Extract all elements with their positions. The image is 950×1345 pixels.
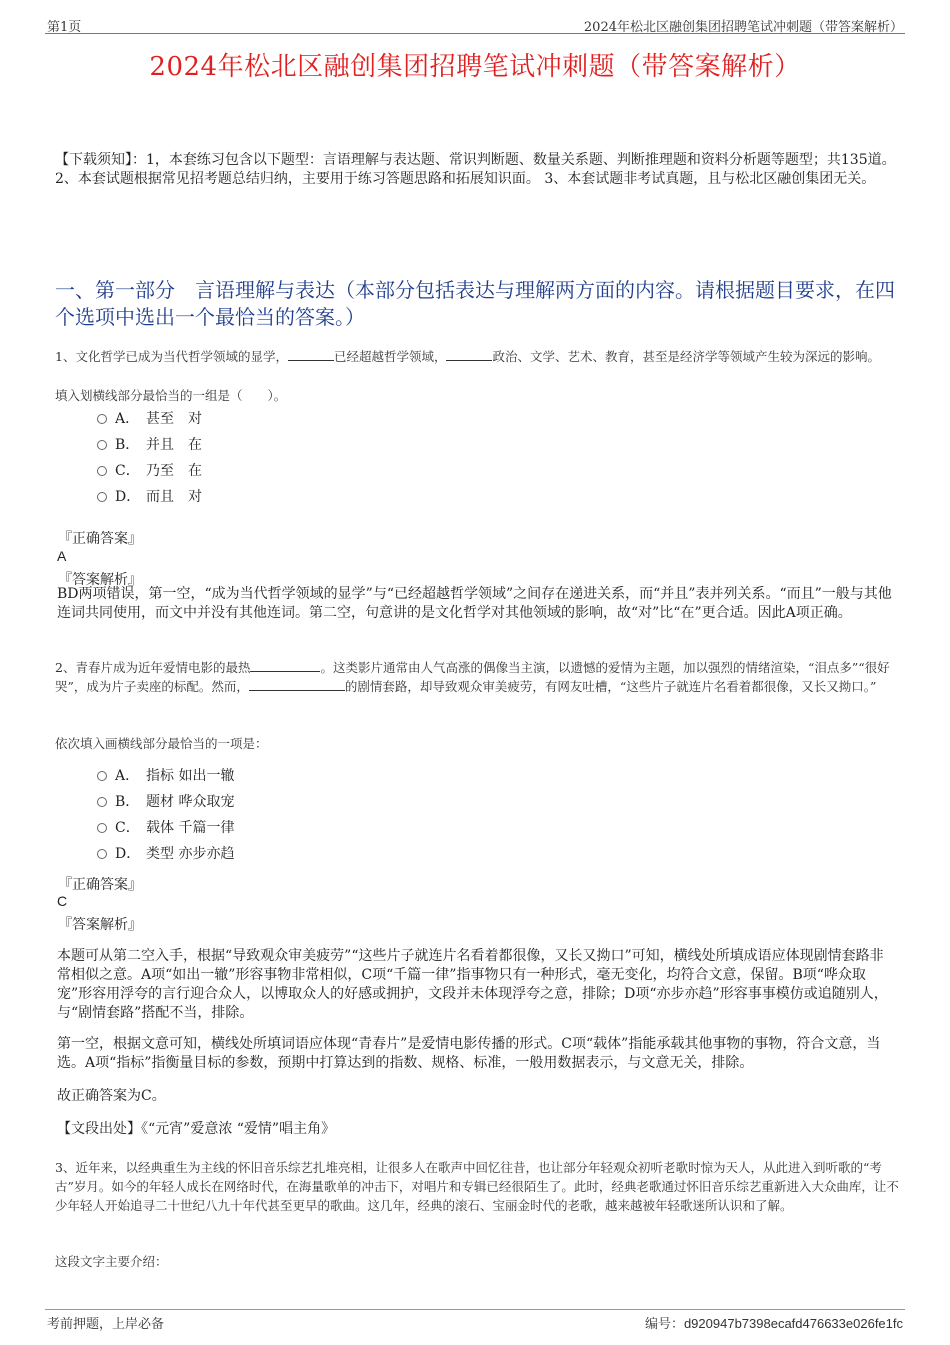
q2-analysis-paragraph-1: 本题可从第二空入手，根据“导致观众审美疲劳”“这些片子就连片名看着都很像，又长又拗口”可知，横线处所填成语应体现剧情套路非常相似之意。A项“如出一辙”形容事物非常相似，C项“千篇一律”指事物只有一种形式，毫无变化，均符合文意，保留。B项“哗众取宠”形容用浮夸的言行迎合众人，以博取众人的好感或拥护，文段并未体现浮夸之意，排除；D项“亦步亦趋”形容事事模仿或追随别人，与“剧情套路”搭配不当，排除。 xyxy=(57,948,888,1021)
question-2-stem: 2、青春片成为近年爱情电影的最热 。这类影片通常由人气高涨的偶像当主演，以遗憾的爱情为主题，加以强烈的情绪渲染，“泪点多”“很好哭”，成为片子卖座的标配。然而， 的剧情套路，却导致观众审美疲劳，有网友吐槽，“这些片子就连片名看着都很像，又长又拗口。” xyxy=(55,660,890,694)
radio-icon[interactable] xyxy=(97,414,107,424)
q1-analysis: BD两项错误，第一空，“成为当代哲学领域的显学”与“已经超越哲学领域”之间存在递进关系，而“并且”表并列关系。“而且”一般与其他连词共同使用，而文中并没有其他连词。第二空，句意讲的是文化哲学对其他领域的影响，故“对”比“在”更合适。因此A项正确。 xyxy=(57,586,892,621)
q2-analysis-label: 『答案解析』 xyxy=(58,917,142,933)
q2-source: 【文段出处】《“元宵”爱意浓 “爱情”唱主角》 xyxy=(57,1121,336,1137)
answer-blank xyxy=(288,348,334,361)
question-1-prompt: 填入划横线部分最恰当的一组是（ ）。 xyxy=(55,388,287,403)
footer-slogan: 考前押题，上岸必备 xyxy=(47,1317,165,1332)
question-3-prompt: 这段文字主要介绍： xyxy=(55,1254,168,1269)
q1-option-d[interactable]: D． 而且 对 xyxy=(97,487,202,507)
radio-icon[interactable] xyxy=(97,823,107,833)
question-3-stem: 3、近年来，以经典重生为主线的怀旧音乐综艺扎堆亮相，让很多人在歌声中回忆往昔，也让部分年轻观众初听老歌时惊为天人，从此进入到听歌的“考古”岁月。如今的年轻人成长在网络时代，在海量歌单的冲击下，对唱片和专辑已经很陌生了。此时，经典老歌通过怀旧音乐综艺重新进入大众曲库，让不少年轻人开始追寻二十世纪八九十年代甚至更早的歌曲。这几年，经典的滚石、宝丽金时代的老歌，越来越被年轻歌迷所认识和了解。 xyxy=(55,1160,899,1213)
q1-correct-answer-label: 『正确答案』 xyxy=(58,531,142,547)
footer-divider xyxy=(45,1309,905,1310)
q2-analysis-paragraph-2: 第一空，根据文意可知，横线处所填词语应体现“青春片”是爱情电影传播的形式。C项“载体”指能承载其他事物的事物，符合文意，当选。A项“指标”指衡量目标的参数，预期中打算达到的指数、规格、标准，一般用数据表示，与文意无关，排除。 xyxy=(57,1036,881,1071)
header-page-number: 第1页 xyxy=(47,20,82,35)
radio-icon[interactable] xyxy=(97,849,107,859)
section-title: 一、第一部分 言语理解与表达（本部分包括表达与理解两方面的内容。请根据题目要求，在四个选项中选出一个最恰当的答案。） xyxy=(55,278,895,329)
q2-option-b[interactable]: B． 题材 哗众取宠 xyxy=(97,792,234,812)
header-divider xyxy=(45,33,905,34)
q2-option-a[interactable]: A． 指标 如出一辙 xyxy=(97,766,234,786)
q2-option-c[interactable]: C． 载体 千篇一律 xyxy=(97,818,234,838)
answer-blank xyxy=(249,678,345,691)
q2-option-d[interactable]: D． 类型 亦步亦趋 xyxy=(97,844,234,864)
q2-correct-answer: C xyxy=(57,893,68,909)
radio-icon[interactable] xyxy=(97,797,107,807)
question-2-prompt: 依次填入画横线部分最恰当的一项是： xyxy=(55,736,268,751)
q2-analysis-conclusion: 故正确答案为C。 xyxy=(57,1088,166,1104)
answer-blank xyxy=(446,348,492,361)
answer-blank xyxy=(250,659,320,672)
radio-icon[interactable] xyxy=(97,440,107,450)
q1-option-a[interactable]: A． 甚至 对 xyxy=(97,409,202,429)
q1-correct-answer: A xyxy=(57,548,67,564)
question-1-stem: 1、文化哲学已成为当代哲学领域的显学， 已经超越哲学领域， 政治、文学、艺术、教育，甚至是经济学等领域产生较为深远的影响。 xyxy=(55,349,880,364)
page-title: 2024年松北区融创集团招聘笔试冲刺题（带答案解析） xyxy=(149,52,801,82)
footer-code: 编号：d920947b7398ecafd476633e026fe1fc xyxy=(644,1316,903,1332)
radio-icon[interactable] xyxy=(97,771,107,781)
q1-analysis-label: 『答案解析』 xyxy=(58,572,142,588)
q1-option-b[interactable]: B． 并且 在 xyxy=(97,435,202,455)
q1-option-c[interactable]: C． 乃至 在 xyxy=(97,461,202,481)
download-notice: 【下载须知】：1，本套练习包含以下题型：言语理解与表达题、常识判断题、数量关系题、判断推理题和资料分析题等题型；共135道。 2、本套试题根据常见招考题总结归纳，主要用于练习答题思路和拓展知识面。 3、本套试题非考试真题，且与松北区融创集团无关。 xyxy=(55,152,896,187)
radio-icon[interactable] xyxy=(97,492,107,502)
header-doc-title: 2024年松北区融创集团招聘笔试冲刺题（带答案解析） xyxy=(583,20,903,35)
radio-icon[interactable] xyxy=(97,466,107,476)
q2-correct-answer-label: 『正确答案』 xyxy=(58,877,142,893)
